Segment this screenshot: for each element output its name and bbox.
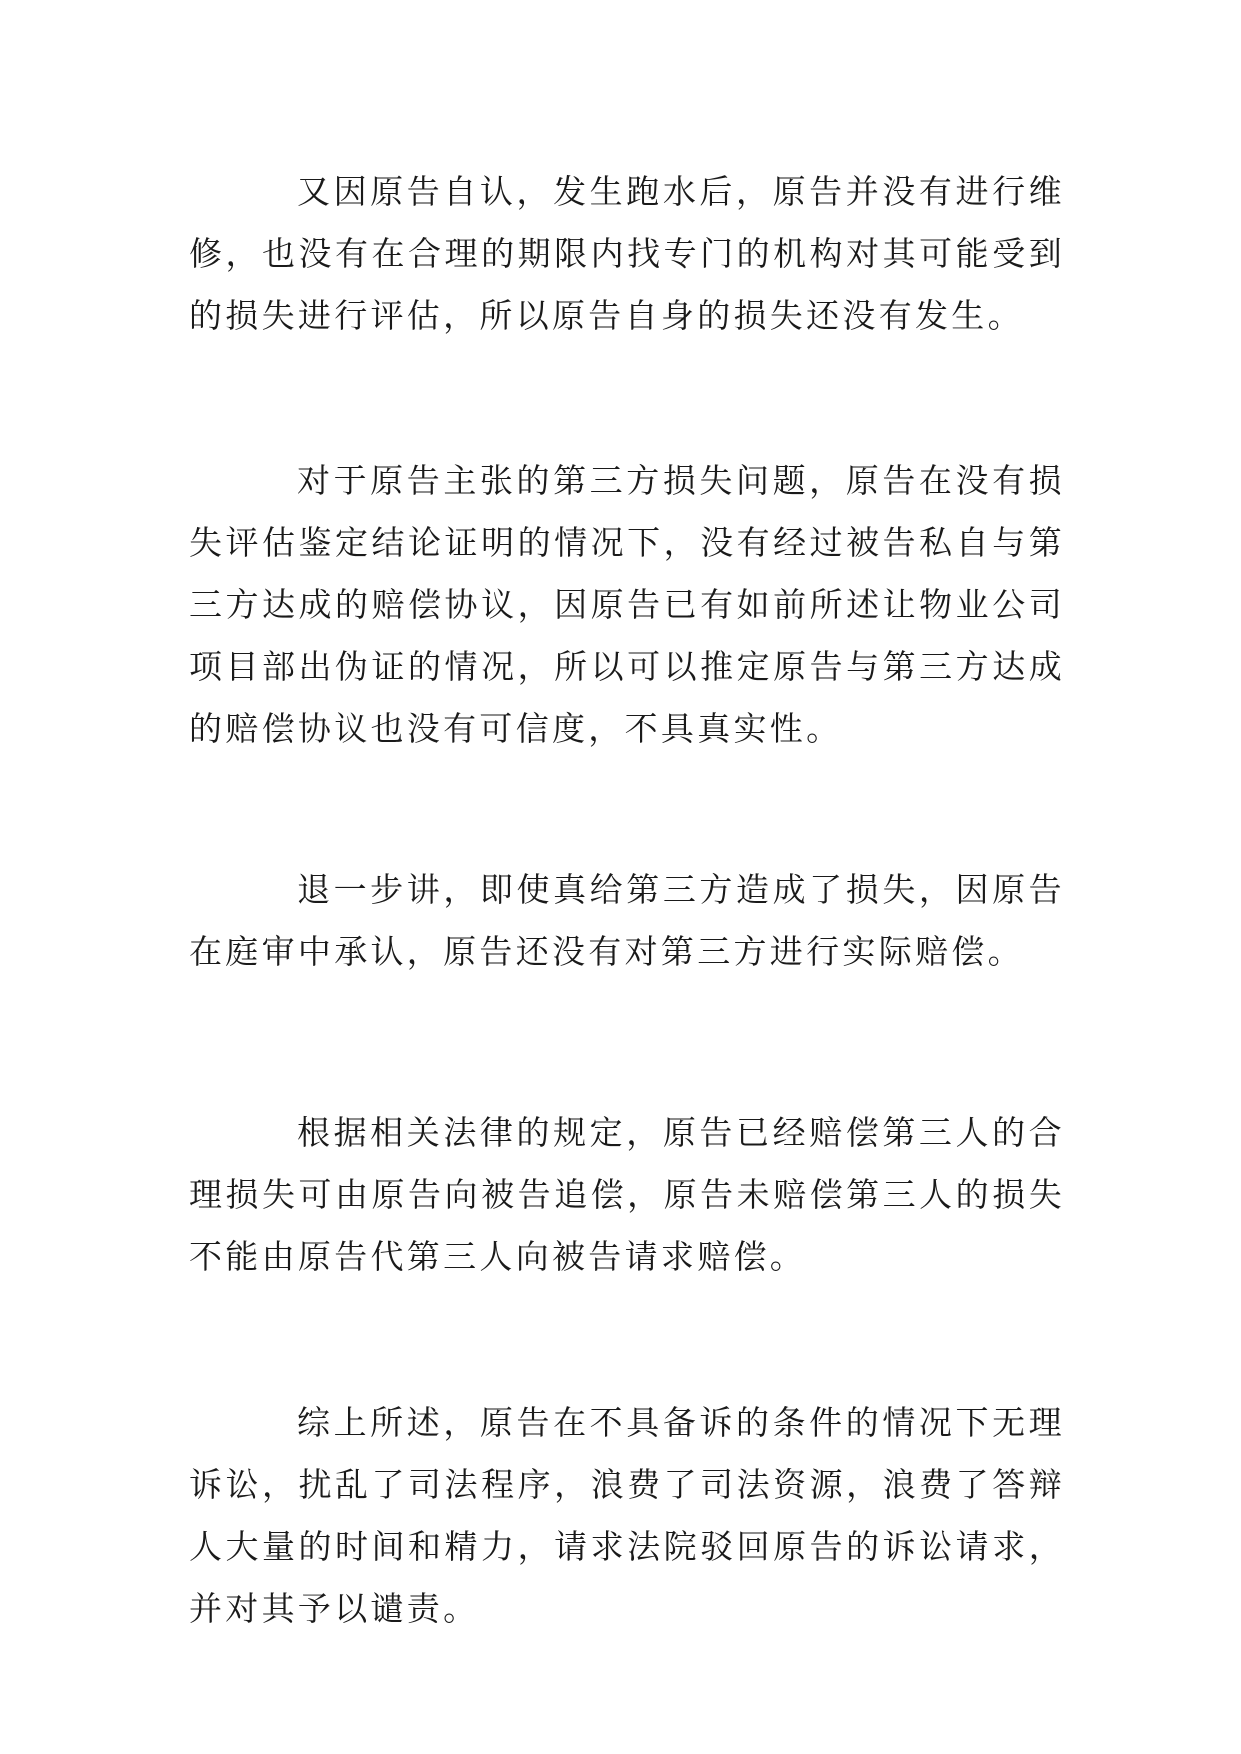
paragraph-third-party-loss: 对于原告主张的第三方损失问题，原告在没有损失评估鉴定结论证明的情况下，没有经过被告私自与第三方达成的赔偿协议，因原告已有如前所述让物业公司项目部出伪证的情况，所以可以推定原告与第三方达成的赔偿协议也没有可信度，不具真实性。 xyxy=(189,461,1065,748)
paragraph-conclusion: 综上所述，原告在不具备诉的条件的情况下无理诉讼，扰乱了司法程序，浪费了司法资源，浪费了答辩人大量的时间和精力，请求法院驳回原告的诉讼请求，并对其予以谴责。 xyxy=(189,1403,1065,1628)
paragraph-self-loss: 又因原告自认，发生跑水后，原告并没有进行维修，也没有在合理的期限内找专门的机构对其可能受到的损失进行评估，所以原告自身的损失还没有发生。 xyxy=(189,172,1065,335)
paragraph-no-actual-compensation: 退一步讲，即使真给第三方造成了损失，因原告在庭审中承认，原告还没有对第三方进行实际赔偿。 xyxy=(189,870,1065,971)
paragraph-legal-provision: 根据相关法律的规定，原告已经赔偿第三人的合理损失可由原告向被告追偿，原告未赔偿第三人的损失不能由原告代第三人向被告请求赔偿。 xyxy=(189,1113,1065,1276)
